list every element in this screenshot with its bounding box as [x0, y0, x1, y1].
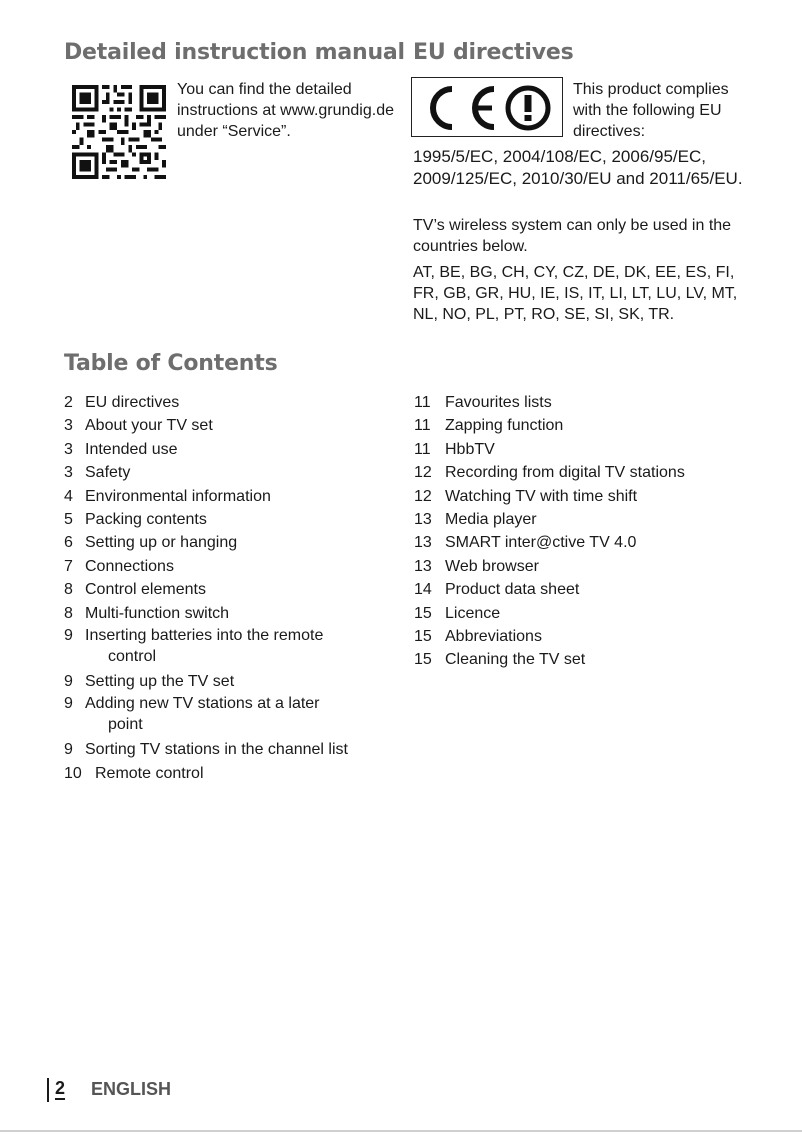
page-bottom-divider	[0, 1130, 802, 1132]
toc-item[interactable]: 14 Product data sheet	[414, 581, 580, 599]
toc-item[interactable]: 5 Packing contents	[64, 511, 207, 529]
toc-item[interactable]: 9 Inserting batteries into the remote control	[64, 627, 324, 666]
footer-rule	[47, 1078, 49, 1102]
toc-item[interactable]: 12 Recording from digital TV stations	[414, 464, 685, 482]
toc-item[interactable]: 2 EU directives	[64, 394, 180, 411]
ce-mark-icon	[412, 78, 564, 138]
eu-wireless-text: TV’s wireless system can only be used in the countries below.	[413, 217, 732, 255]
eu-complies-text: This product complies with the following EU directives:	[573, 81, 729, 140]
manual-text: You can find the detailed instructions at www.grundig.de under “Service”.	[177, 81, 394, 140]
toc-item[interactable]: 13 SMART inter@ctive TV 4.0	[414, 534, 637, 552]
toc-item[interactable]: 11 Favourites lists	[414, 394, 552, 411]
toc-item[interactable]: 13 Media player	[414, 511, 537, 529]
toc-item[interactable]: 4 Environmental information	[64, 487, 271, 505]
toc-item[interactable]: 3 Safety	[64, 464, 131, 482]
page-number: 2	[55, 1078, 66, 1098]
toc-left-list	[64, 391, 384, 785]
toc-item[interactable]: 6 Setting up or hanging	[64, 534, 238, 552]
toc-item[interactable]: 3 About your TV set	[64, 417, 213, 435]
toc-item[interactable]: 7 Connections	[64, 557, 174, 575]
footer-language: ENGLISH	[91, 1079, 172, 1099]
toc-item[interactable]: 10 Remote control	[64, 764, 204, 782]
eu-directives-list: 1995/5/EC, 2004/108/EC, 2006/95/EC, 2009/125/EC, 2010/30/EU and 2011/65/EU.	[413, 147, 743, 188]
manual-heading: Detailed instruction manual	[64, 40, 405, 65]
toc-item[interactable]: 8 Multi-function switch	[64, 604, 230, 622]
toc-item[interactable]: 15 Licence	[414, 604, 501, 622]
eu-countries-list: AT, BE, BG, CH, CY, CZ, DE, DK, EE, ES, FI, FR, GB, GR, HU, IE, IS, IT, LI, LT, LU, LV, MT, NL, NO, PL, PT, RO, SE, SI, SK, TR.	[413, 264, 738, 323]
toc-item[interactable]: 3 Intended use	[64, 440, 178, 458]
toc-item[interactable]: 15 Cleaning the TV set	[414, 651, 586, 669]
toc-heading: Table of Contents	[64, 351, 278, 376]
toc-item[interactable]: 12 Watching TV with time shift	[414, 487, 638, 505]
toc-item[interactable]: 9 Setting up the TV set	[64, 673, 235, 691]
toc-item[interactable]: 13 Web browser	[414, 557, 539, 575]
toc-item[interactable]: 9 Sorting TV stations in the channel list	[64, 741, 348, 759]
alert-class2-icon	[508, 88, 548, 128]
toc-item[interactable]: 8 Control elements	[64, 581, 206, 599]
toc-item[interactable]: 15 Abbreviations	[414, 628, 542, 646]
ce-mark-box	[411, 77, 563, 137]
toc-item[interactable]: 11 HbbTV	[414, 440, 495, 458]
toc-item[interactable]: 11 Zapping function	[414, 417, 564, 435]
eu-heading: EU directives	[413, 40, 574, 65]
toc-item[interactable]: 9 Adding new TV stations at a later point	[64, 695, 320, 734]
toc-right-list	[414, 391, 754, 672]
qr-code-icon	[72, 85, 166, 179]
